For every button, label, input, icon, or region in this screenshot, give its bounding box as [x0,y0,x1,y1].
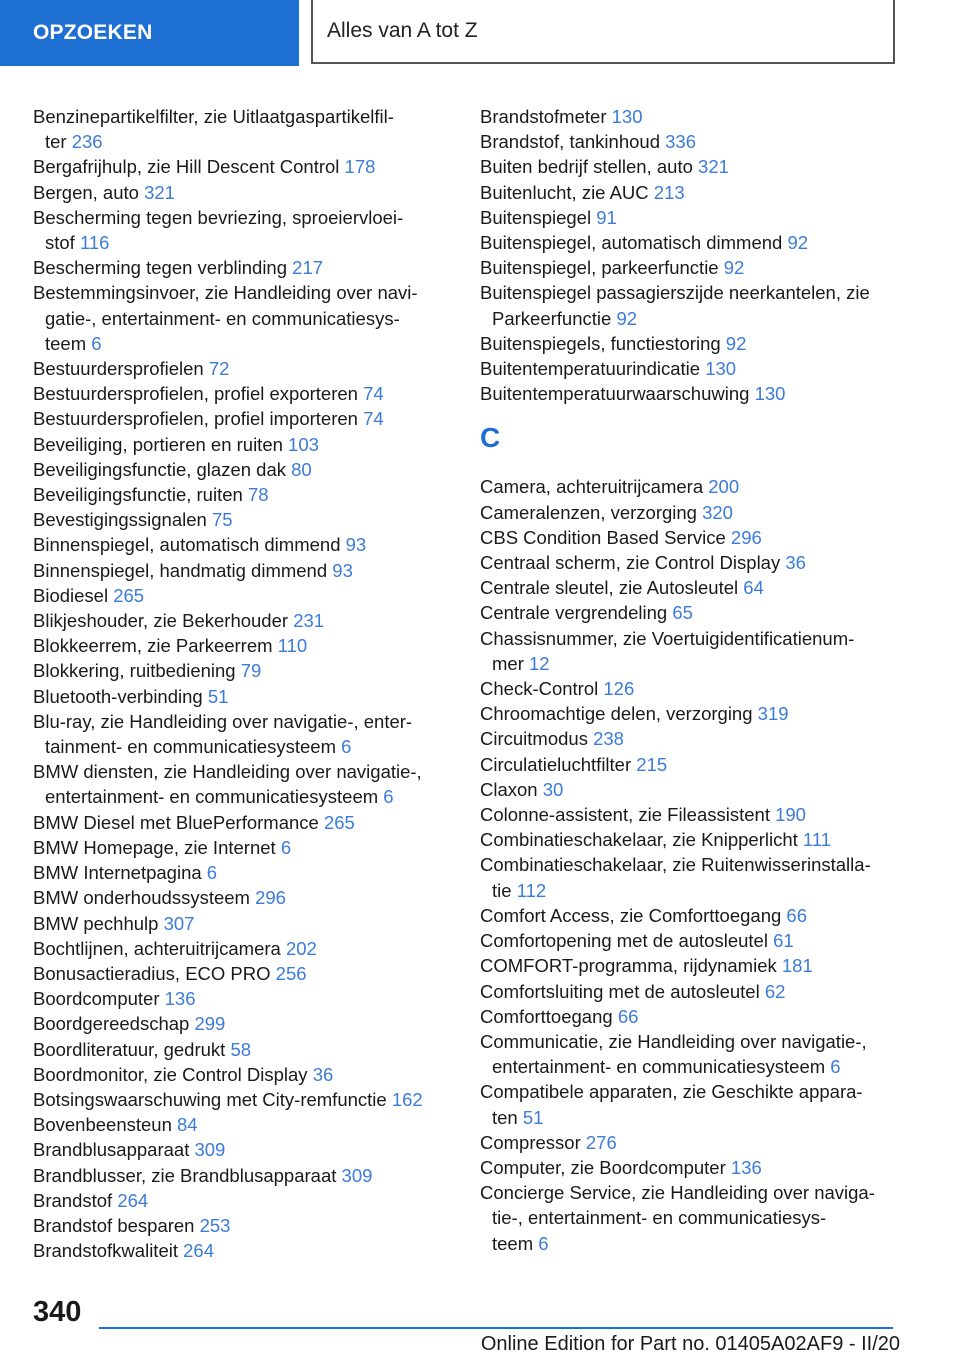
index-entry [33,507,473,532]
index-entry [480,1155,920,1180]
index-page-link[interactable]: 309 [341,1164,373,1186]
index-page-link[interactable]: 309 [194,1139,226,1161]
index-page-link[interactable]: 58 [230,1038,252,1060]
index-page-link[interactable]: 126 [603,678,635,700]
index-entry [480,701,920,726]
index-page-link[interactable]: 93 [345,534,367,556]
index-entry-term: Buitenspiegel [480,206,592,228]
index-page-link[interactable]: 130 [705,358,737,380]
index-entry-term: Colonne-assistent, zie Fileassistent [480,804,770,826]
index-page-link[interactable]: 320 [702,501,733,523]
index-page-link[interactable]: 299 [194,1013,226,1035]
index-entry [480,928,920,953]
index-page-link[interactable]: 236 [71,131,103,153]
index-entry [33,961,473,986]
index-entry [33,1011,473,1036]
index-entry-term: Brandstofkwaliteit [33,1240,178,1262]
index-page-link[interactable]: 215 [636,753,668,775]
index-page-link[interactable]: 6 [280,836,292,858]
index-page-link[interactable]: 92 [616,307,638,329]
index-entry-term: Benzinepartikelfilter, zie Uitlaatgaspartikelfil- ter [33,106,394,153]
index-entry-term: Compressor [480,1131,581,1153]
index-page-link[interactable]: 6 [383,786,394,808]
index-entry-term: Brandblusapparaat [33,1139,190,1161]
index-entry [33,1213,473,1238]
index-page-link[interactable]: 72 [208,358,230,380]
index-page-link[interactable]: 162 [391,1088,423,1110]
index-page-link[interactable]: 202 [285,937,317,959]
index-group-c [480,474,920,1255]
index-page-link[interactable]: 6 [91,332,102,354]
index-entry-term: BMW Homepage, zie Internet [33,836,276,858]
index-entry-term: Communicatie, zie Handleiding over navigatie-, entertainment- en communicatiesysteem [480,1030,867,1078]
index-entry [33,1062,473,1087]
index-page-link[interactable]: 256 [275,962,307,984]
index-entry [480,1130,920,1155]
index-entry [33,709,473,759]
index-entry [480,525,920,550]
index-entry [33,1188,473,1213]
index-entry [480,356,920,381]
index-entry-term: Combinatieschakelaar, zie Ruitenwisserinstalla- tie [480,854,871,901]
index-page-link[interactable]: 51 [207,685,229,707]
index-page-link[interactable]: 276 [585,1131,617,1153]
index-entry [480,777,920,802]
index-entry [480,381,920,406]
index-entry-term: Cameralenzen, verzorging [480,501,697,523]
index-page-link[interactable]: 64 [743,577,764,599]
index-entry-term: Buitenspiegels, functiestoring [480,332,721,354]
index-entry-term: Centrale vergrendeling [480,602,668,624]
index-entry [33,154,473,179]
index-page-link[interactable]: 6 [830,1056,841,1078]
index-entry-term: Buitenlucht, zie AUC [480,181,649,203]
index-entry-term: Bergafrijhulp, zie Hill Descent Control [33,156,340,178]
index-entry [33,1037,473,1062]
index-entry-term: Bestuurdersprofielen [33,358,204,380]
index-page-link[interactable]: 130 [754,383,786,405]
index-entry-term: BMW Diesel met BluePerformance [33,811,319,833]
index-page-link[interactable]: 296 [255,887,286,909]
index-page-link[interactable]: 36 [785,552,806,574]
index-page-link[interactable]: 62 [764,980,786,1002]
index-entry-term: Beveiligingsfunctie, ruiten [33,484,243,506]
index-entry [480,280,920,330]
edition-footer: Online Edition for Part no. 01405A02AF9 - II/20 [480,1333,900,1355]
index-page-link[interactable]: 264 [183,1240,214,1262]
index-entry-term: Beveiligingsfunctie, glazen dak [33,458,286,480]
index-entry [480,1029,920,1079]
index-entry-term: Bestemmingsinvoer, zie Handleiding over navi- gatie-, entertainment- en communicatiesys- teem [33,282,418,354]
index-page-link[interactable]: 92 [787,232,809,254]
index-entry-term: Bevestigingssignalen [33,509,207,531]
index-page-link[interactable]: 92 [725,332,747,354]
index-page-link[interactable]: 130 [611,106,643,127]
index-entry-term: Circuitmodus [480,728,588,750]
index-entry-term: Beveiliging, portieren en ruiten [33,433,283,455]
index-entry [33,356,473,381]
index-page-link[interactable]: 265 [323,811,355,833]
index-entry-term: Chroomachtige delen, verzorging [480,703,753,725]
page-number: 340 [33,1296,82,1328]
index-entry-term: CBS Condition Based Service [480,526,726,548]
index-entry-term: Boordcomputer [33,988,160,1010]
index-entry-term: Comfort Access, zie Comforttoegang [480,904,782,926]
index-entry-term: Comfortopening met de autosleutel [480,930,768,952]
index-entry [33,759,473,809]
index-entry-term: BMW pechhulp [33,912,159,934]
index-entry-term: Comfortsluiting met de autosleutel [480,980,760,1002]
section-tab: OPZOEKEN [0,0,299,66]
index-entry [480,331,920,356]
index-page-link[interactable]: 181 [781,955,813,977]
index-entry [480,230,920,255]
index-page-link[interactable]: 319 [757,703,789,725]
index-entry-term: Camera, achteruitrijcamera [480,476,704,498]
index-entry [33,885,473,910]
index-entry-term: Blu-ray, zie Handleiding over navigatie-, enter- tainment- en communicatiesysteem [33,710,413,758]
index-entry [33,104,473,154]
index-entry [33,608,473,633]
index-entry-term: Blokkering, ruitbediening [33,660,236,682]
index-entry-term: BMW onderhoudssysteem [33,887,250,909]
index-group-b [480,104,920,406]
index-entry-term: Computer, zie Boordcomputer [480,1156,726,1178]
index-entry [480,104,920,129]
index-page-link[interactable]: 93 [332,559,353,581]
index-entry [480,500,920,525]
index-entry-term: Brandstof besparen [33,1214,195,1236]
footer-divider [99,1327,893,1329]
index-page-link[interactable]: 65 [672,602,693,624]
index-entry-term: Bonusactieradius, ECO PRO [33,962,271,984]
index-page-link[interactable]: 91 [596,206,617,228]
index-entry [33,180,473,205]
index-page-link[interactable]: 321 [144,181,175,203]
index-entry-term: Combinatieschakelaar, zie Knipperlicht [480,829,798,851]
index-entry [33,633,473,658]
index-entry [480,550,920,575]
index-page-link[interactable]: 74 [363,408,384,430]
index-page-link[interactable]: 92 [723,257,745,279]
index-entry-term: Centrale sleutel, zie Autosleutel [480,577,739,599]
index-entry [480,1079,920,1129]
index-entry-term: Bescherming tegen verblinding [33,257,288,279]
index-page-link[interactable]: 321 [698,156,729,178]
index-entry [480,852,920,902]
index-page-link[interactable]: 51 [522,1106,544,1128]
index-entry [33,406,473,431]
index-entry [480,726,920,751]
index-entry-term: Bochtlijnen, achteruitrijcamera [33,937,281,959]
index-entry-term: Bescherming tegen bevriezing, sproeiervloei- stof [33,206,404,254]
index-entry-term: Botsingswaarschuwing met City-remfunctie [33,1088,387,1110]
index-entry-term: Binnenspiegel, handmatig dimmend [33,559,328,581]
index-entry [33,532,473,557]
index-entry-term: Boordmonitor, zie Control Display [33,1063,308,1085]
index-page-link[interactable]: 264 [117,1189,149,1211]
index-entry [480,205,920,230]
index-page-link[interactable]: 296 [730,526,762,548]
index-entry [480,979,920,1004]
index-entry-term: Bluetooth-verbinding [33,685,203,707]
chapter-title: Alles van A tot Z [311,0,895,64]
index-entry [480,154,920,179]
index-entry [33,205,473,255]
index-page-link[interactable]: 111 [802,829,832,851]
index-entry [480,129,920,154]
index-page-link[interactable]: 12 [529,652,550,674]
index-entry [480,1180,920,1256]
index-entry-term: Concierge Service, zie Handleiding over naviga- tie-, entertainment- en communicatiesys- teem [480,1182,875,1254]
index-entry-term: Bestuurdersprofielen, profiel exporteren [33,383,358,405]
index-page-link[interactable]: 190 [775,804,806,826]
index-page-link[interactable]: 238 [593,728,624,750]
index-entry [480,752,920,777]
index-entry-term: Binnenspiegel, automatisch dimmend [33,534,341,556]
index-entry [33,860,473,885]
index-page-link[interactable]: 307 [163,912,195,934]
index-page-link[interactable]: 78 [247,484,269,506]
index-page-link[interactable]: 6 [538,1232,549,1254]
index-entry [480,575,920,600]
index-entry-term: Buiten bedrijf stellen, auto [480,156,693,178]
page-header [0,0,960,68]
index-entry [480,953,920,978]
index-entry [480,903,920,928]
index-entry [480,1004,920,1029]
index-entry [480,802,920,827]
index-entry-term: Buitenspiegel passagierszijde neerkantelen, zie Parkeerfunctie [480,282,870,329]
index-entry [33,684,473,709]
index-entry [33,482,473,507]
index-page-link[interactable]: 6 [206,862,218,884]
index-entry-term: Compatibele apparaten, zie Geschikte appara- ten [480,1081,863,1128]
index-entry [480,827,920,852]
index-letter-heading: C [480,422,501,454]
index-entry-term: Blikjeshouder, zie Bekerhouder [33,610,289,632]
index-entry-term: Boordgereedschap [33,1013,190,1035]
index-page-link[interactable]: 61 [773,930,794,952]
index-entry [33,658,473,683]
index-entry-term: Buitenspiegel, automatisch dimmend [480,232,783,254]
index-entry-term: Check-Control [480,678,599,700]
index-entry-term: Comforttoegang [480,1005,613,1027]
index-entry-term: Buitentemperatuurwaarschuwing [480,383,750,405]
index-entry [33,835,473,860]
index-page-link[interactable]: 36 [312,1063,334,1085]
index-entry-term: Brandstof, tankinhoud [480,131,660,153]
index-page-link[interactable]: 136 [730,1156,762,1178]
index-page-link[interactable]: 213 [653,181,685,203]
index-entry [480,676,920,701]
index-page-link[interactable]: 336 [665,131,697,153]
index-entry-term: Bestuurdersprofielen, profiel importeren [33,408,358,430]
index-page-link[interactable]: 6 [341,736,352,758]
index-entry-term: Biodiesel [33,584,109,606]
index-entry [480,626,920,676]
index-entry [33,558,473,583]
index-page-link[interactable]: 79 [240,660,262,682]
index-entry [33,1112,473,1137]
index-page-link[interactable]: 103 [288,433,319,455]
index-entry-term: Chassisnummer, zie Voertuigidentificatienum- mer [480,627,855,674]
index-page-link[interactable]: 116 [79,232,110,254]
index-entry [33,986,473,1011]
index-entry [33,1238,473,1263]
index-entry [480,180,920,205]
index-page-link[interactable]: 30 [542,778,564,800]
index-page-link[interactable]: 112 [516,879,547,901]
index-entry [480,255,920,280]
index-entry-term: COMFORT-programma, rijdynamiek [480,955,777,977]
index-entry [33,280,473,356]
index-page-link[interactable]: 136 [164,988,196,1010]
index-page-link[interactable]: 231 [293,610,325,632]
index-page-link[interactable]: 80 [291,458,312,480]
index-entry [33,255,473,280]
index-entry-term: BMW Internetpagina [33,862,202,884]
index-column-right [480,104,920,1256]
index-page-link[interactable]: 110 [277,635,308,657]
index-entry [33,432,473,457]
index-page-link[interactable]: 75 [211,509,233,531]
index-entry-term: Buitenspiegel, parkeerfunctie [480,257,719,279]
index-entry-term: Buitentemperatuurindicatie [480,358,701,380]
index-entry-term: Boordliteratuur, gedrukt [33,1038,226,1060]
index-entry-term: Bovenbeensteun [33,1114,172,1136]
index-page-link[interactable]: 265 [113,584,145,606]
index-page-link[interactable]: 74 [363,383,384,405]
index-page-link[interactable]: 66 [786,904,807,926]
index-entry [480,600,920,625]
index-page-link[interactable]: 84 [177,1114,198,1136]
index-page-link[interactable]: 217 [292,257,324,279]
index-entry [33,1137,473,1162]
index-entry [33,457,473,482]
index-page-link[interactable]: 253 [199,1214,231,1236]
index-entry-term: BMW diensten, zie Handleiding over navigatie-, entertainment- en communicatiesysteem [33,761,422,808]
index-entry [33,583,473,608]
index-entry [33,1163,473,1188]
index-entry [480,474,920,499]
index-entry-term: Blokkeerrem, zie Parkeerrem [33,635,273,657]
index-entry-term: Brandstofmeter [480,106,607,127]
index-column-left [33,104,473,1263]
index-entry-term: Bergen, auto [33,181,139,203]
index-page-link[interactable]: 178 [344,156,376,178]
index-page-link[interactable]: 200 [708,476,740,498]
index-entry-term: Circulatieluchtfilter [480,753,632,775]
index-entry [33,1087,473,1112]
index-entry [33,911,473,936]
index-entry [33,381,473,406]
index-entry-term: Claxon [480,778,538,800]
index-entry-term: Centraal scherm, zie Control Display [480,552,781,574]
index-entry-term: Brandstof [33,1189,113,1211]
index-entry-term: Brandblusser, zie Brandblusapparaat [33,1164,337,1186]
index-entry [33,936,473,961]
index-page-link[interactable]: 66 [617,1005,639,1027]
index-entry [33,810,473,835]
